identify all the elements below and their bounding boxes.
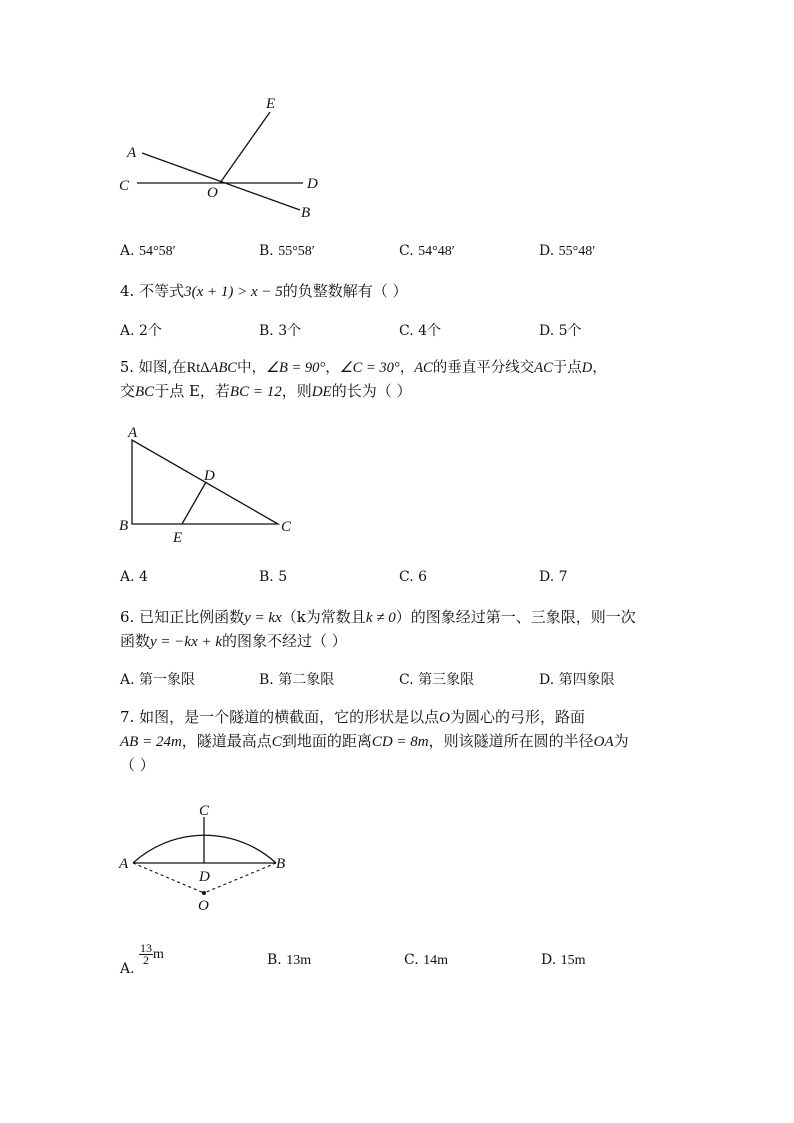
- question-7-line-1: 7. 如图，是一个隧道的横截面，它的形状是以点O为圆心的弓形，路面: [120, 708, 585, 726]
- option-b[interactable]: B. 13m: [267, 952, 312, 968]
- option-a[interactable]: A. 第一象限: [120, 672, 196, 688]
- question-5-line-1: 5. 如图,在RtΔABC中，∠B = 90°，∠C = 30°，AC的垂直平分线交AC于点D，: [120, 360, 607, 376]
- label-a: A: [128, 425, 138, 441]
- label-d: D: [199, 869, 210, 885]
- option-a[interactable]: A. 54°58′: [120, 243, 176, 259]
- label-b: B: [119, 518, 129, 534]
- label-o: O: [207, 185, 218, 201]
- question-6-line-2: 函数y = −kx + k的图象不经过（ ）: [120, 632, 347, 650]
- label-c: C: [119, 178, 130, 194]
- label-d: D: [204, 468, 215, 484]
- figure-tunnel-arc: [110, 795, 300, 920]
- radius-ob: [204, 863, 276, 893]
- option-b[interactable]: B. 第二象限: [259, 672, 335, 688]
- option-d[interactable]: D. 55°48′: [539, 243, 596, 259]
- option-c[interactable]: C. 4个: [399, 323, 442, 339]
- ray-oe: [220, 112, 270, 183]
- option-d[interactable]: D. 15m: [541, 952, 586, 968]
- label-b: B: [276, 856, 286, 872]
- question-6-line-1: 6. 已知正比例函数y = kx（k为常数且k ≠ 0）的图象经过第一、三象限，则一次: [120, 608, 636, 626]
- option-a[interactable]: A. 4: [120, 569, 148, 585]
- option-a[interactable]: A. 2个: [120, 323, 162, 339]
- label-e: E: [173, 530, 183, 546]
- label-a: A: [119, 856, 129, 872]
- radius-oa: [133, 863, 204, 893]
- label-b: B: [301, 205, 311, 221]
- label-e: E: [266, 96, 276, 112]
- center-point-o: [202, 891, 206, 895]
- option-d[interactable]: D. 第四象限: [539, 672, 615, 688]
- option-b[interactable]: B. 3个: [259, 323, 302, 339]
- option-d[interactable]: D. 5个: [539, 323, 582, 339]
- figure-right-triangle: [110, 420, 310, 550]
- option-b[interactable]: B. 55°58′: [259, 243, 315, 259]
- label-c: C: [281, 519, 292, 535]
- option-a[interactable]: A. $\frac{13}{2}$ m: [120, 941, 164, 977]
- fraction: $\frac{13}{2}$: [140, 941, 153, 967]
- option-c[interactable]: C. 54°48′: [399, 243, 455, 259]
- label-a: A: [127, 145, 137, 161]
- option-b[interactable]: B. 5: [259, 569, 288, 585]
- option-d[interactable]: D. 7: [539, 569, 568, 585]
- option-c[interactable]: C. 6: [399, 569, 428, 585]
- figure-angle-lines: [110, 90, 340, 225]
- segment-de: [182, 482, 206, 524]
- option-c[interactable]: C. 14m: [404, 952, 449, 968]
- label-d: D: [307, 176, 318, 192]
- inequality: 3(x + 1) > x − 5: [184, 284, 283, 300]
- question-4: 4. 不等式3(x + 1) > x − 5的负整数解有（ ）: [120, 282, 408, 300]
- question-5-line-2: 交BC于点 E，若BC = 12，则DE的长为（ ）: [120, 382, 412, 400]
- question-7-line-3: （ ）: [120, 756, 155, 774]
- option-c[interactable]: C. 第三象限: [399, 672, 475, 688]
- question-7-line-2: AB = 24m，隧道最高点C到地面的距离CD = 8m，则该隧道所在圆的半径OA为: [120, 732, 629, 750]
- label-c: C: [199, 803, 210, 819]
- label-o: O: [198, 898, 209, 914]
